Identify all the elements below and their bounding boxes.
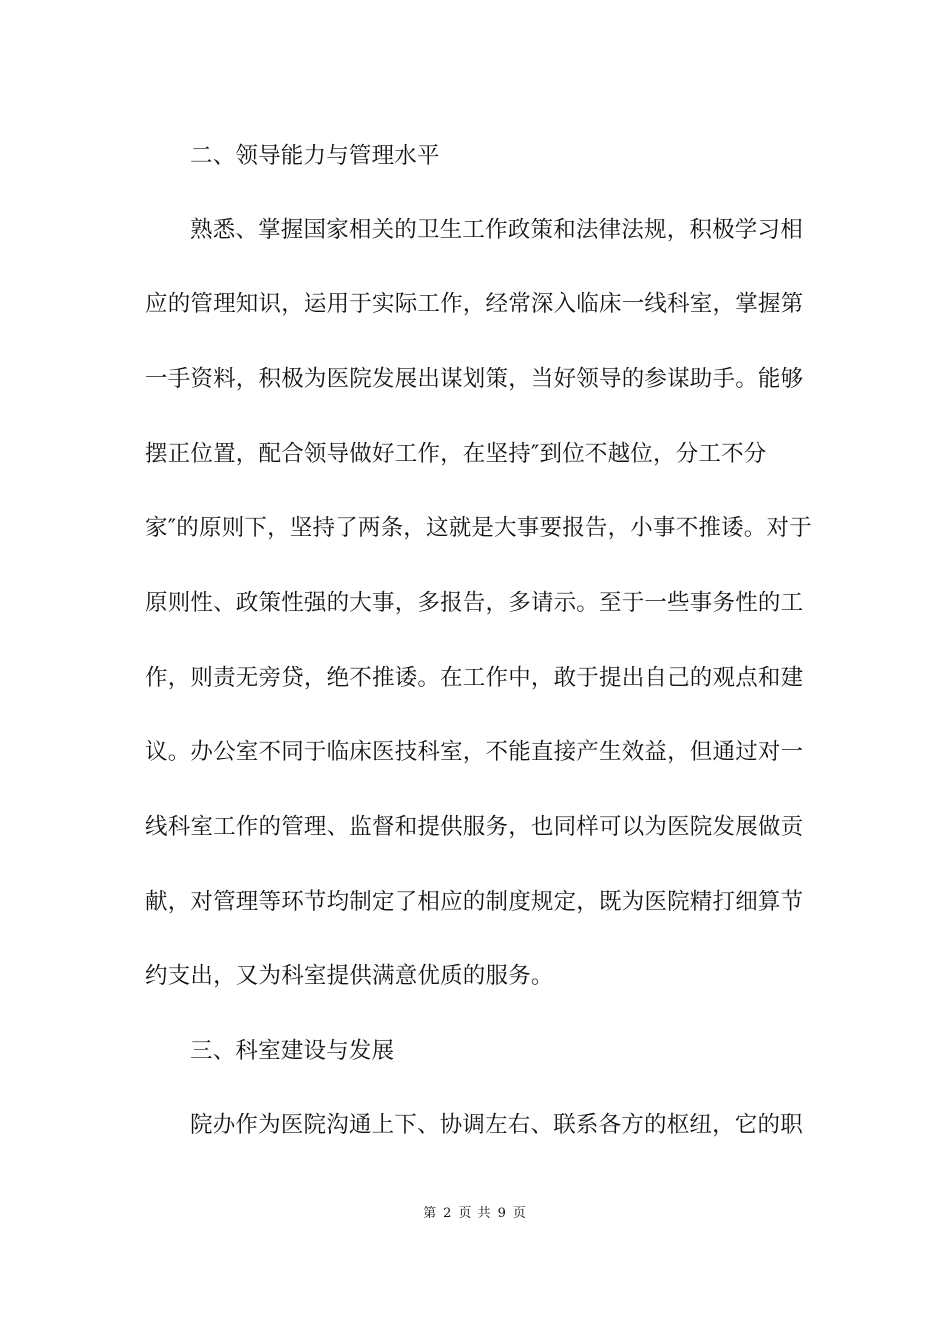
paragraph-line: 摆正位置，配合领导做好工作，在坚持″到位不越位，分工不分: [145, 441, 767, 467]
section-heading-department: 三、科室建设与发展: [190, 1038, 395, 1064]
footer-prefix: 第: [423, 1206, 438, 1221]
footer-suffix: 页: [512, 1206, 527, 1221]
current-page-number: 2: [443, 1206, 453, 1221]
paragraph-line: 熟悉、掌握国家相关的卫生工作政策和法律法规，积极学习相: [190, 217, 803, 243]
page-footer: [0, 1206, 950, 1222]
paragraph-line: 原则性、政策性强的大事，多报告，多请示。至于一些事务性的工: [145, 590, 804, 616]
paragraph-line: 议。办公室不同于临床医技科室，不能直接产生效益，但通过对一: [145, 739, 804, 765]
section-heading-leadership: 二、领导能力与管理水平: [190, 143, 440, 169]
paragraph-line: 作，则责无旁贷，绝不推诿。在工作中，敢于提出自己的观点和建: [145, 665, 804, 691]
paragraph-line: 应的管理知识，运用于实际工作，经常深入临床一线科室，掌握第: [145, 291, 804, 317]
paragraph-line: 约支出，又为科室提供满意优质的服务。: [145, 963, 554, 989]
footer-middle: 页 共: [458, 1206, 492, 1221]
paragraph-line: 院办作为医院沟通上下、协调左右、联系各方的枢纽，它的职: [190, 1112, 803, 1138]
paragraph-line: 献，对管理等环节均制定了相应的制度规定，既为医院精打细算节: [145, 889, 804, 915]
paragraph-line: 家″的原则下，坚持了两条，这就是大事要报告，小事不推诿。对于: [145, 515, 812, 541]
total-page-number: 9: [497, 1206, 507, 1221]
paragraph-line: 线科室工作的管理、监督和提供服务，也同样可以为医院发展做贡: [145, 814, 804, 840]
paragraph-line: 一手资料，积极为医院发展出谋划策，当好领导的参谋助手。能够: [145, 366, 804, 392]
